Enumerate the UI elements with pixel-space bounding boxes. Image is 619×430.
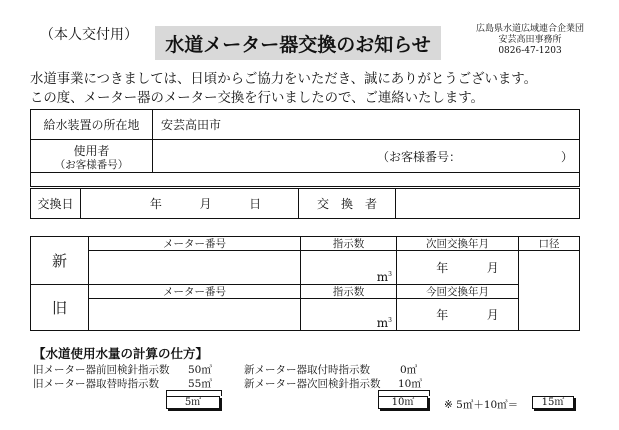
old-unit-sup: 3: [388, 317, 392, 324]
day-label: 日: [249, 197, 262, 211]
page-title: 水道メーター器交換のお知らせ: [155, 26, 441, 60]
next-exchange-label: 次回交換年月: [397, 237, 519, 251]
old-meter-no-label: メーター番号: [89, 285, 301, 299]
calc-row1-left-value: 50㎥: [188, 364, 212, 376]
old-unit: m: [376, 316, 389, 330]
new-reading-value: [301, 251, 397, 285]
issuer-name: 広島県水道広域連合企業団: [475, 24, 584, 34]
calc-row2-right-value: 10㎥: [398, 378, 422, 390]
new-unit: m: [376, 270, 389, 284]
exchange-date-label: 交換日: [31, 189, 81, 219]
user-label: 使用者: [73, 143, 110, 158]
info-table: [30, 109, 580, 187]
issuer-phone: 0826-47-1203: [498, 46, 562, 56]
calc-row1-right-value: 0㎥: [400, 364, 418, 376]
this-year: 年: [436, 308, 449, 322]
calc-row1-left-label: 旧メーター器前回検針指示数: [33, 364, 170, 376]
old-reading-value: [301, 299, 397, 331]
customer-no-close: ）: [560, 149, 573, 164]
calc-row2-right-label: 新メーター器次回検針指示数: [244, 378, 381, 390]
calc-formula: ※ 5㎥＋10㎥＝: [444, 399, 519, 411]
caliber-value: [519, 251, 580, 331]
caliber-label: 口径: [519, 237, 580, 251]
issuer-office: 安芸高田事務所: [498, 35, 562, 45]
old-label: 旧: [31, 285, 89, 331]
this-month: 月: [486, 308, 499, 322]
next-year: 年: [436, 261, 449, 275]
issuer-block: [455, 24, 605, 57]
new-reading-label: 指示数: [301, 237, 397, 251]
calc-row1-right-label: 新メーター器取付時指示数: [244, 364, 370, 376]
new-meter-no-value: [89, 251, 301, 285]
this-exchange-value: [397, 299, 519, 331]
calc-box-right: 10㎥: [378, 396, 428, 409]
calc-row2-left-value: 55㎥: [188, 378, 212, 390]
meter-table: [30, 236, 580, 331]
user-sub-label: （お客様番号）: [54, 158, 129, 171]
calc-title: 【水道使用水量の計算の仕方】: [33, 346, 209, 361]
location-value: 安芸高田市: [153, 110, 580, 140]
old-meter-no-value: [89, 299, 301, 331]
month-label: 月: [199, 197, 212, 211]
new-label: 新: [31, 237, 89, 285]
exchanger-value: [396, 189, 580, 219]
new-meter-no-label: メーター番号: [89, 237, 301, 251]
new-unit-sup: 3: [388, 271, 392, 278]
calc-row2-left-label: 旧メーター器取替時指示数: [33, 378, 159, 390]
exchange-table: [30, 188, 580, 219]
location-label: 給水装置の所在地: [31, 110, 153, 140]
next-month: 月: [486, 261, 499, 275]
user-label-cell: [31, 140, 153, 173]
exchange-date-cell: [81, 189, 299, 219]
greeting-line-2: この度、メーター器のメーター交換を行いましたので、ご連絡いたします。: [30, 91, 484, 106]
this-exchange-label: 今回交換年月: [397, 285, 519, 299]
calc-box-total: 15㎥: [532, 396, 574, 409]
old-reading-label: 指示数: [301, 285, 397, 299]
copy-note: （本人交付用）: [40, 27, 138, 43]
user-value-cell: [153, 140, 580, 173]
year-label: 年: [149, 197, 162, 211]
next-exchange-value: [397, 251, 519, 285]
customer-no-label: （お客様番号：: [376, 149, 461, 164]
greeting-line-1: 水道事業につきましては、日頃からご協力をいただき、誠にありがとうございます。: [30, 72, 537, 87]
exchanger-label: 交 換 者: [299, 189, 396, 219]
calc-box-left: 5㎥: [166, 396, 220, 409]
